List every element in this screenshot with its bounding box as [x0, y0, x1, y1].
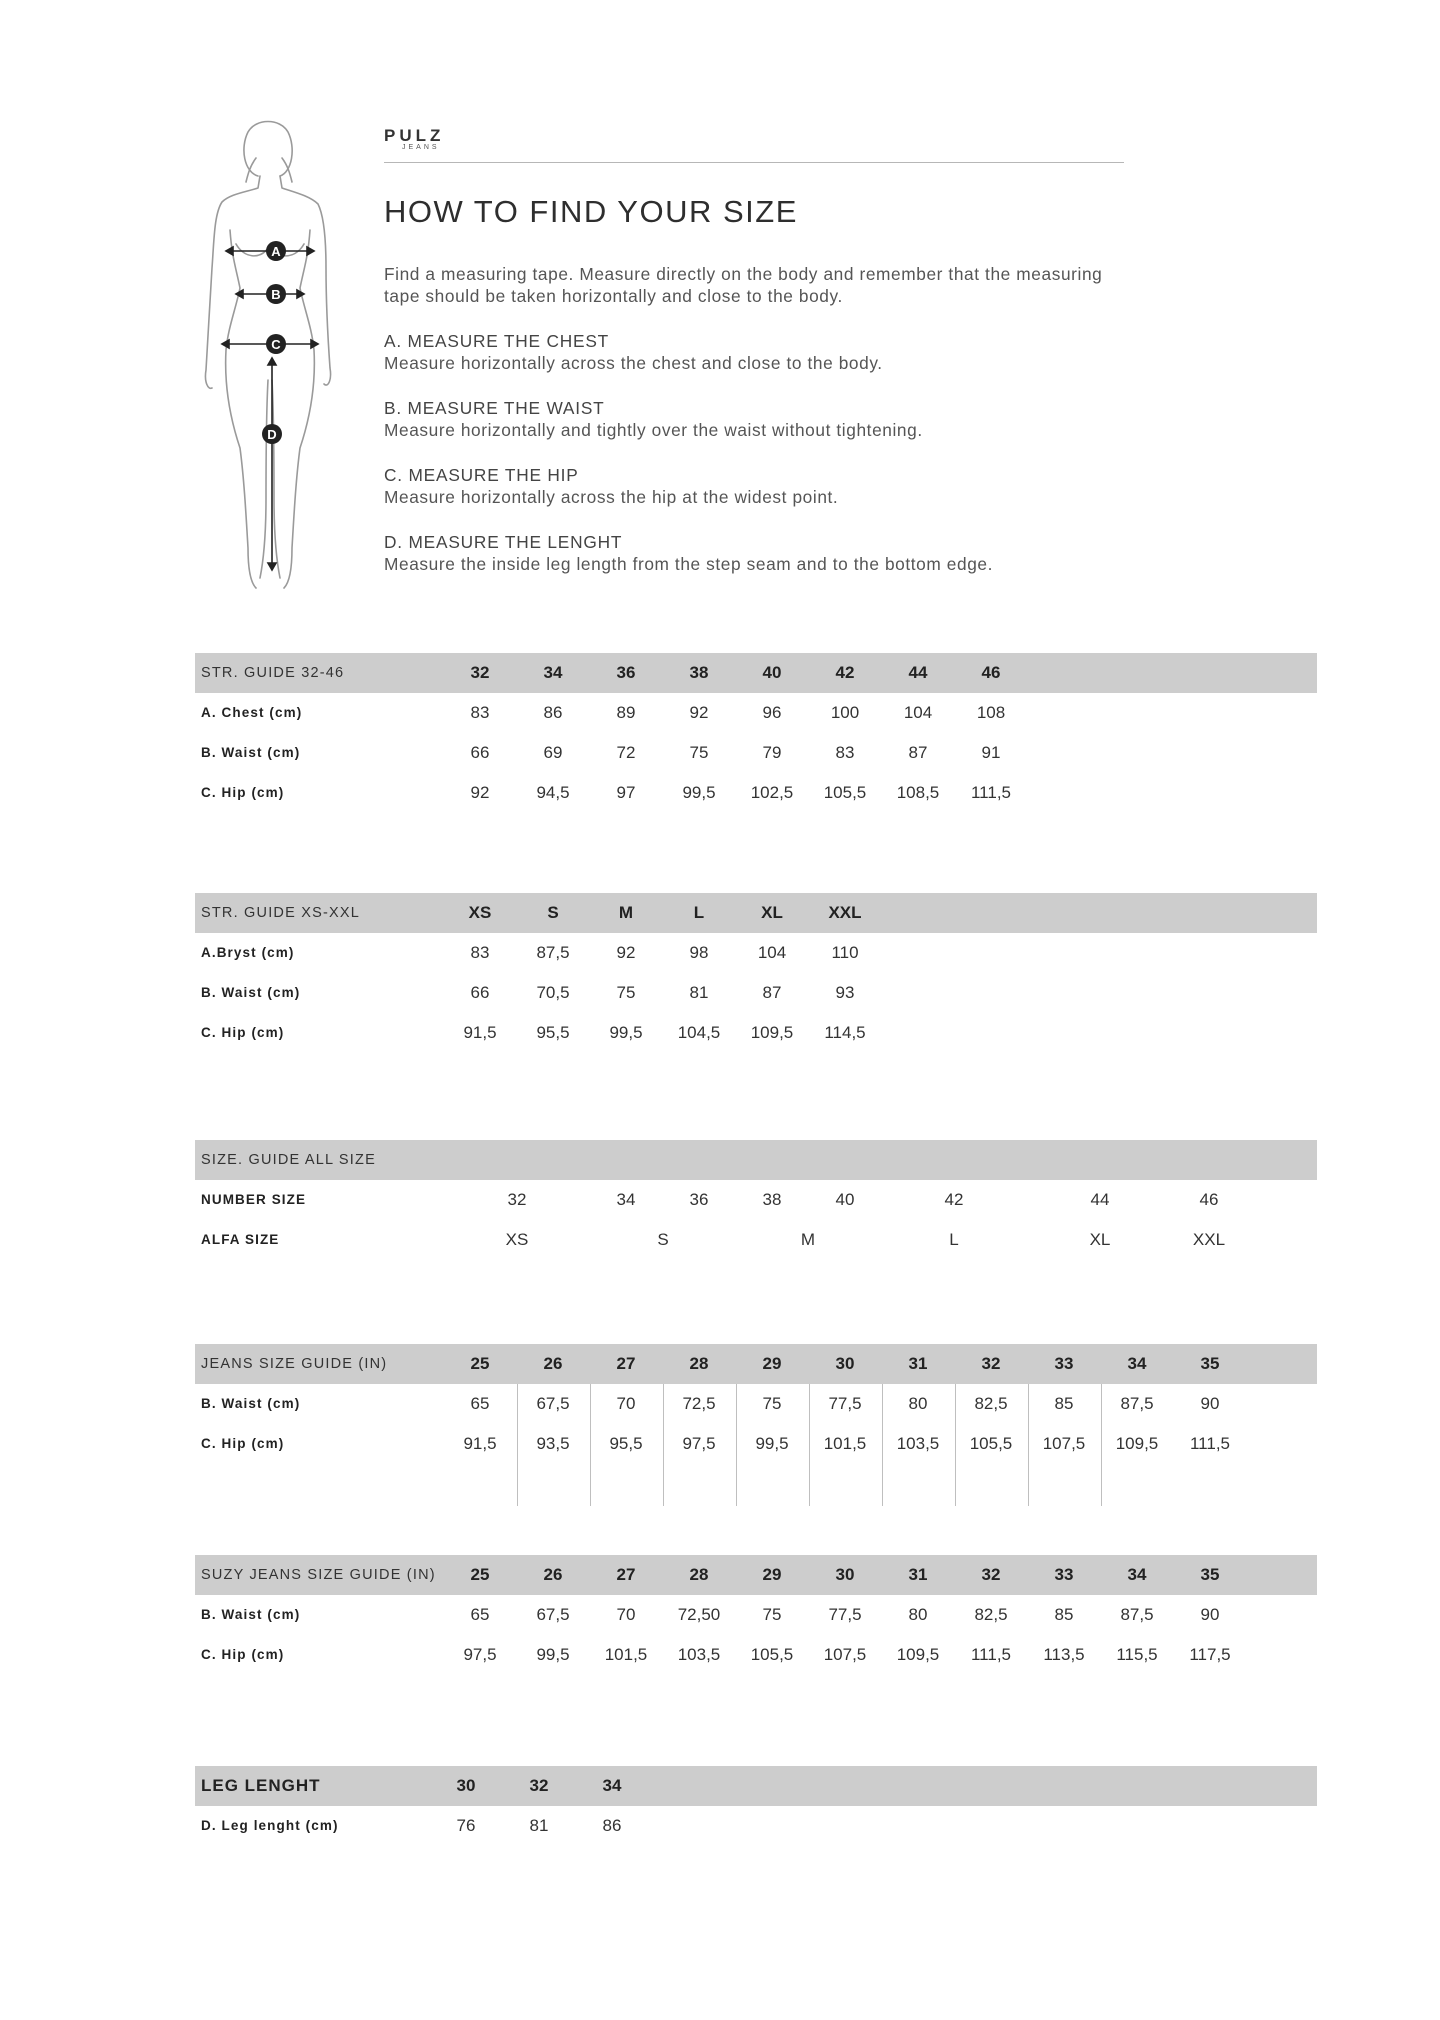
table-cell: 101,5 — [604, 1645, 648, 1664]
step-length — [384, 531, 1144, 575]
header-cell: 30 — [835, 1565, 855, 1584]
table-cell: 87,5 — [1120, 1394, 1154, 1413]
table-cell: 103,5 — [677, 1645, 721, 1664]
table-cell: 98 — [689, 943, 709, 962]
table-row — [195, 693, 1317, 733]
table-cell: 93,5 — [536, 1434, 570, 1453]
table-header-row — [195, 1140, 1317, 1180]
header-cell: 33 — [1054, 1354, 1074, 1373]
table-cell: 86 — [602, 1816, 622, 1835]
table-cell: 105,5 — [750, 1645, 794, 1664]
table-row — [195, 1220, 1317, 1260]
brand-logo — [384, 126, 444, 151]
table-cell: 87,5 — [1120, 1605, 1154, 1624]
row-label: B. Waist (cm) — [201, 745, 301, 760]
table-cell: 38 — [762, 1190, 782, 1209]
table-cell: 100 — [830, 703, 860, 722]
step-chest — [384, 330, 1144, 374]
header-cell: 32 — [529, 1776, 549, 1795]
table-cell: 81 — [529, 1816, 549, 1835]
size-table-32-46 — [195, 653, 1317, 813]
size-table-xs-xxl — [195, 893, 1317, 1053]
header-cell: 31 — [908, 1354, 928, 1373]
header-cell: XXL — [828, 903, 862, 922]
column-divider — [1101, 1384, 1102, 1506]
table-cell: 67,5 — [536, 1605, 570, 1624]
table-cell: 97,5 — [682, 1434, 716, 1453]
table-header-row — [195, 1766, 1317, 1806]
header-cell: 34 — [543, 663, 563, 682]
header-cell: 38 — [689, 663, 709, 682]
table-cell: XL — [1089, 1230, 1111, 1249]
table-cell: 77,5 — [828, 1394, 862, 1413]
table-cell: 117,5 — [1189, 1645, 1231, 1664]
row-label: ALFA SIZE — [201, 1232, 280, 1247]
table-title: JEANS SIZE GUIDE (IN) — [201, 1356, 388, 1372]
size-table-all-sizes — [195, 1140, 1317, 1260]
table-cell: 85 — [1054, 1394, 1074, 1413]
table-cell: 92 — [616, 943, 636, 962]
table-cell: 70 — [616, 1394, 636, 1413]
table-cell: 107,5 — [823, 1645, 867, 1664]
table-header-row — [195, 1344, 1317, 1384]
table-cell: 83 — [835, 743, 855, 762]
table-cell: 91 — [981, 743, 1001, 762]
table-row — [195, 773, 1317, 813]
marker-c-label: C — [271, 337, 281, 352]
row-label: C. Hip (cm) — [201, 1647, 285, 1662]
header-cell: 34 — [1127, 1565, 1147, 1584]
header-cell: 35 — [1200, 1354, 1220, 1373]
table-cell: 82,5 — [974, 1394, 1008, 1413]
table-cell: 83 — [470, 703, 490, 722]
table-cell: 67,5 — [536, 1394, 570, 1413]
table-title: LEG LENGHT — [201, 1776, 321, 1795]
table-cell: 115,5 — [1116, 1645, 1158, 1664]
header-cell: 25 — [470, 1354, 490, 1373]
table-cell: 77,5 — [828, 1605, 862, 1624]
table-cell: 111,5 — [970, 1645, 1012, 1664]
table-cell: 72,50 — [677, 1605, 721, 1624]
table-cell: 109,5 — [1115, 1434, 1159, 1453]
step-description: Measure horizontally across the hip at the widest point. — [384, 487, 839, 507]
row-label: D. Leg lenght (cm) — [201, 1818, 339, 1833]
header-cell: XL — [761, 903, 783, 922]
jeans-size-table — [195, 1344, 1317, 1464]
column-divider — [736, 1384, 737, 1506]
table-cell: 90 — [1200, 1605, 1220, 1624]
table-cell: 108,5 — [896, 783, 940, 802]
table-cell: L — [949, 1230, 959, 1249]
table-cell: 80 — [908, 1605, 928, 1624]
brand-sub: JEANS — [402, 144, 440, 151]
table-cell: 89 — [616, 703, 636, 722]
table-cell: 44 — [1090, 1190, 1110, 1209]
table-cell: 91,5 — [463, 1434, 497, 1453]
header-cell: 26 — [543, 1565, 563, 1584]
header-cell: 32 — [470, 663, 490, 682]
table-cell: 104,5 — [677, 1023, 721, 1042]
step-heading: A. MEASURE THE CHEST — [384, 331, 610, 351]
table-cell: 46 — [1199, 1190, 1219, 1209]
table-cell: 32 — [507, 1190, 527, 1209]
step-hip — [384, 464, 1144, 508]
column-divider — [517, 1384, 518, 1506]
row-label: A. Chest (cm) — [201, 705, 303, 720]
header-cell: 27 — [616, 1354, 636, 1373]
header-cell: 28 — [689, 1565, 709, 1584]
table-row — [195, 973, 1317, 1013]
table-row — [195, 933, 1317, 973]
table-cell: M — [800, 1230, 816, 1249]
table-cell: 66 — [470, 743, 490, 762]
header-cell: 44 — [908, 663, 928, 682]
table-cell: 87 — [908, 743, 928, 762]
header-cell: 28 — [689, 1354, 709, 1373]
header-cell: 27 — [616, 1565, 636, 1584]
header-cell: XS — [468, 903, 492, 922]
row-label: B. Waist (cm) — [201, 985, 301, 1000]
table-cell: 83 — [470, 943, 490, 962]
header-cell: 30 — [456, 1776, 476, 1795]
table-cell: 65 — [470, 1394, 490, 1413]
table-cell: 93 — [835, 983, 855, 1002]
table-row — [195, 1806, 1317, 1846]
table-cell: XXL — [1192, 1230, 1226, 1249]
table-cell: 97 — [616, 783, 636, 802]
table-cell: 70,5 — [536, 983, 570, 1002]
table-row — [195, 733, 1317, 773]
column-divider — [1028, 1384, 1029, 1506]
table-cell: 76 — [456, 1816, 476, 1835]
table-cell: 72 — [616, 743, 636, 762]
row-label: C. Hip (cm) — [201, 1436, 285, 1451]
table-cell: 105,5 — [823, 783, 867, 802]
header-cell: 46 — [981, 663, 1001, 682]
table-cell: 86 — [543, 703, 563, 722]
row-label: C. Hip (cm) — [201, 785, 285, 800]
step-heading: D. MEASURE THE LENGHT — [384, 532, 623, 552]
intro-text: Find a measuring tape. Measure directly on the body and remember that the measuring tape should be taken horizontally and close to the body. — [384, 264, 1103, 306]
header-cell: 31 — [908, 1565, 928, 1584]
table-cell: S — [657, 1230, 669, 1249]
row-label: B. Waist (cm) — [201, 1607, 301, 1622]
header-cell: 42 — [835, 663, 855, 682]
table-cell: 70 — [616, 1605, 636, 1624]
table-cell: 111,5 — [970, 783, 1012, 802]
table-row — [195, 1180, 1317, 1220]
table-cell: 97,5 — [463, 1645, 497, 1664]
table-cell: 99,5 — [755, 1434, 789, 1453]
column-divider — [955, 1384, 956, 1506]
step-description: Measure the inside leg length from the step seam and to the bottom edge. — [384, 554, 994, 574]
table-header-row — [195, 653, 1317, 693]
row-label: A.Bryst (cm) — [201, 945, 295, 960]
header-cell: 26 — [543, 1354, 563, 1373]
step-heading: C. MEASURE THE HIP — [384, 465, 579, 485]
header-cell: 40 — [762, 663, 782, 682]
table-title: SUZY JEANS SIZE GUIDE (IN) — [201, 1567, 436, 1583]
body-outline-illustration — [200, 118, 340, 598]
header-cell: M — [618, 903, 634, 922]
table-cell: 104 — [903, 703, 933, 722]
table-row — [195, 1013, 1317, 1053]
table-cell: 92 — [689, 703, 709, 722]
table-cell: 94,5 — [536, 783, 570, 802]
header-cell: 29 — [762, 1565, 782, 1584]
table-cell: 95,5 — [536, 1023, 570, 1042]
table-cell: 91,5 — [463, 1023, 497, 1042]
header-cell: 35 — [1200, 1565, 1220, 1584]
table-row — [195, 1424, 1317, 1464]
column-divider — [663, 1384, 664, 1506]
row-label: B. Waist (cm) — [201, 1396, 301, 1411]
table-cell: 75 — [689, 743, 709, 762]
table-cell: 104 — [757, 943, 787, 962]
row-label: NUMBER SIZE — [201, 1192, 307, 1207]
table-cell: 114,5 — [824, 1023, 866, 1042]
header-cell: 32 — [981, 1565, 1001, 1584]
header-cell: S — [547, 903, 559, 922]
suzy-jeans-size-table — [195, 1555, 1317, 1675]
table-cell: 87 — [762, 983, 782, 1002]
table-cell: 105,5 — [969, 1434, 1013, 1453]
header-cell: 33 — [1054, 1565, 1074, 1584]
table-cell: 75 — [616, 983, 636, 1002]
header-cell: 29 — [762, 1354, 782, 1373]
row-label: C. Hip (cm) — [201, 1025, 285, 1040]
table-cell: 79 — [762, 743, 782, 762]
page-title: HOW TO FIND YOUR SIZE — [384, 194, 798, 229]
marker-a-label: A — [271, 244, 281, 259]
table-cell: 103,5 — [896, 1434, 940, 1453]
table-cell: 102,5 — [750, 783, 794, 802]
table-cell: 40 — [835, 1190, 855, 1209]
table-cell: 66 — [470, 983, 490, 1002]
table-cell: 95,5 — [609, 1434, 643, 1453]
table-cell: 75 — [762, 1605, 782, 1624]
brand-name: PULZ — [384, 126, 445, 145]
table-row — [195, 1635, 1317, 1675]
marker-b-label: B — [271, 287, 281, 302]
table-row — [195, 1384, 1317, 1424]
table-cell: 72,5 — [682, 1394, 716, 1413]
table-cell: 87,5 — [536, 943, 570, 962]
header-cell: 34 — [602, 1776, 622, 1795]
leg-length-table — [195, 1766, 1317, 1846]
column-divider — [882, 1384, 883, 1506]
table-cell: 101,5 — [823, 1434, 867, 1453]
table-cell: 90 — [1200, 1394, 1220, 1413]
step-waist — [384, 397, 1144, 441]
table-cell: 107,5 — [1042, 1434, 1086, 1453]
table-cell: 75 — [762, 1394, 782, 1413]
table-cell: 99,5 — [609, 1023, 643, 1042]
table-cell: 99,5 — [536, 1645, 570, 1664]
table-cell: 42 — [944, 1190, 964, 1209]
table-cell: 65 — [470, 1605, 490, 1624]
header-cell: 25 — [470, 1565, 490, 1584]
table-header-row — [195, 1555, 1317, 1595]
table-cell: 110 — [831, 943, 859, 962]
marker-d-label: D — [267, 427, 277, 442]
table-title: STR. GUIDE 32-46 — [201, 665, 345, 681]
step-heading: B. MEASURE THE WAIST — [384, 398, 605, 418]
table-title: SIZE. GUIDE ALL SIZE — [201, 1152, 376, 1168]
table-cell: 109,5 — [750, 1023, 794, 1042]
table-cell: 111,5 — [1189, 1434, 1231, 1453]
table-header-row — [195, 893, 1317, 933]
table-cell: 96 — [762, 703, 782, 722]
table-cell: 109,5 — [896, 1645, 940, 1664]
table-cell: 69 — [543, 743, 563, 762]
table-cell: 82,5 — [974, 1605, 1008, 1624]
table-cell: 108 — [976, 703, 1006, 722]
step-description: Measure horizontally across the chest and close to the body. — [384, 353, 883, 373]
table-title: STR. GUIDE XS-XXL — [201, 905, 360, 921]
table-cell: 36 — [689, 1190, 709, 1209]
step-description: Measure horizontally and tightly over the waist without tightening. — [384, 420, 923, 440]
header-cell: 36 — [616, 663, 636, 682]
table-cell: 99,5 — [682, 783, 716, 802]
header-cell: L — [693, 903, 705, 922]
column-divider — [809, 1384, 810, 1506]
column-divider — [590, 1384, 591, 1506]
header-cell: 34 — [1127, 1354, 1147, 1373]
header-cell: 30 — [835, 1354, 855, 1373]
table-cell: 81 — [689, 983, 709, 1002]
table-cell: 34 — [616, 1190, 636, 1209]
table-cell: 92 — [470, 783, 490, 802]
table-cell: 85 — [1054, 1605, 1074, 1624]
header-cell: 32 — [981, 1354, 1001, 1373]
header-divider — [384, 162, 1124, 163]
table-cell: 113,5 — [1043, 1645, 1085, 1664]
table-row — [195, 1595, 1317, 1635]
table-cell: XS — [505, 1230, 529, 1249]
body-measurement-figure — [200, 118, 340, 598]
table-cell: 80 — [908, 1394, 928, 1413]
